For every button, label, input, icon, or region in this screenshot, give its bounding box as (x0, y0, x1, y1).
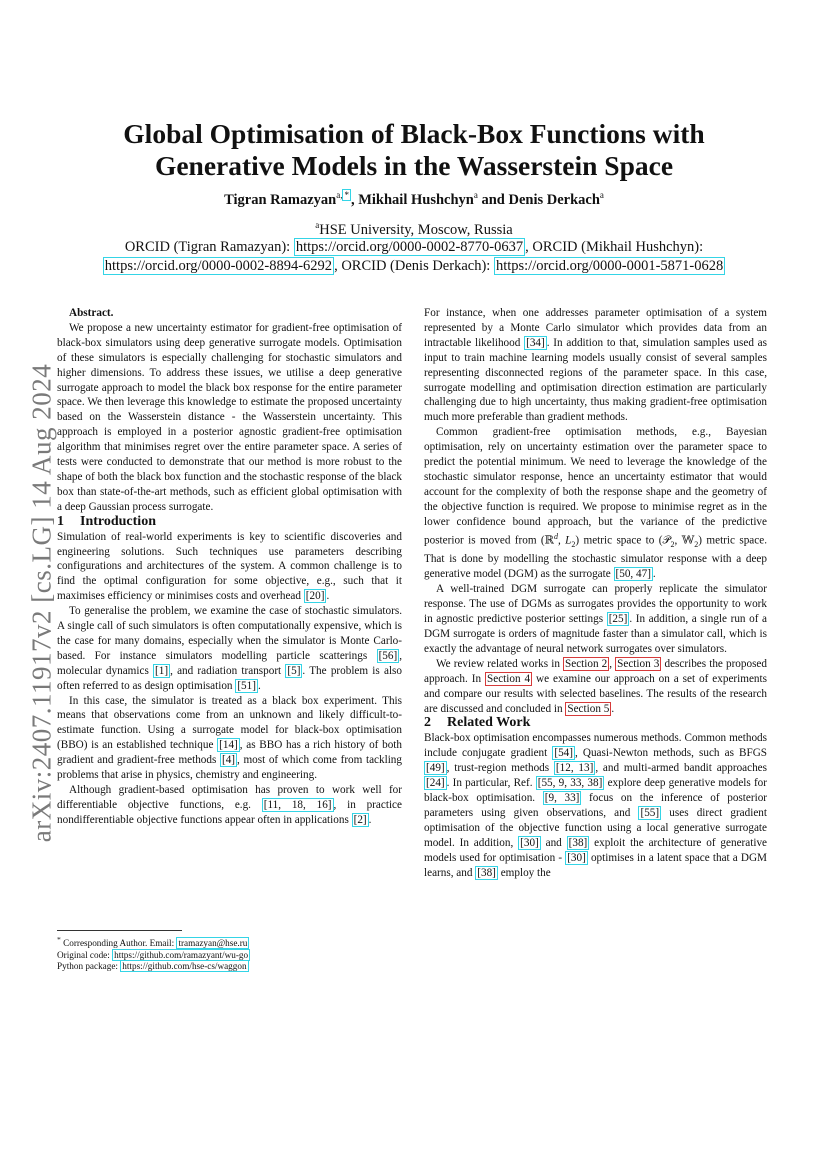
citation-link[interactable]: [50, 47] (615, 568, 651, 581)
text-run: . In addition to that, simulation samples used as input to train machine learning models usually consist of several samples representing disconnected regions of the parameter space. In this case, surrogate modelling and optimisation direction estimation are particularly challenging due to high uncertainty, thus making gradient-free optimisation much more preferable than gradient methods. (424, 336, 767, 424)
section-link[interactable]: Section 2 (565, 657, 608, 670)
citation-link[interactable]: [38] (568, 836, 588, 849)
related-paragraph-1 (424, 731, 767, 880)
citation-link[interactable]: [54] (554, 747, 573, 760)
section-link[interactable]: Section 5 (567, 702, 610, 715)
orcid-label-1: ORCID (Tigran Ramazyan): (124, 239, 294, 255)
text-run: explore deep generative models for black-box optimisation. (424, 777, 767, 804)
math-subscript: 2 (670, 539, 675, 549)
citation-link[interactable]: [34] (526, 336, 545, 349)
citation-link[interactable]: [5] (287, 664, 301, 677)
right-paragraph-2 (424, 425, 767, 582)
orcid-link-1[interactable]: https://orcid.org/0000-0002-8770-0637 (295, 239, 524, 255)
footnote-label: Original code: (57, 949, 113, 960)
citation-link[interactable]: [30] (520, 836, 539, 849)
citation-link[interactable]: [11, 18, 16] (263, 798, 332, 811)
author-3-affil: a (599, 190, 604, 200)
citation-link[interactable]: [14] (219, 739, 238, 752)
text-run: , (609, 657, 616, 670)
author-2-affil: a (473, 190, 478, 200)
right-paragraph-3 (424, 582, 767, 657)
text-run: . The problem is also often referred to as design optimisation (57, 664, 402, 692)
orcid-link-3[interactable]: https://orcid.org/0000-0001-5871-0628 (495, 257, 724, 274)
text-run: . (652, 568, 656, 581)
text-run: employ the (497, 866, 551, 879)
footnote-marker: * (57, 935, 61, 944)
code-link[interactable]: https://github.com/ramazyant/wu-go (114, 949, 249, 960)
author-2: , Mikhail Hushchyn (350, 191, 474, 208)
citation-link[interactable]: [9, 33] (544, 791, 580, 804)
paper-title (60, 118, 768, 182)
text-run: focus on the inference of posterior parameters using given observations, and (424, 791, 768, 819)
text-run: . In addition, a single run of a DGM surrogate is orders of magnitude faster than a simulator call, which is exactly the advantage of neural network surrogates over simulators. (424, 613, 768, 655)
text-run: Common gradient-free optimisation methods, e.g., Bayesian optimisation, rely on uncertainty estimation over the parameter space to predict the potential minimum. We need to leverage the knowledge of the stochastic simulator response, hence an uncertainty estimator that would account for the complexity of both the response shape and the geometry of the objective function is required. We propose to minimise regret as in the lower confidence bound approach, but the variance of the predictive posterior is moved from ( (424, 426, 767, 547)
math-superscript: d (553, 531, 558, 541)
text-run: . (611, 702, 615, 715)
math-symbol: , 𝕎 (674, 534, 695, 547)
text-run: . (257, 679, 261, 692)
math-subscript: 2 (571, 539, 576, 549)
affiliation-text: HSE University, Moscow, Russia (319, 221, 513, 238)
abstract-text: We propose a new uncertainty estimator for gradient-free optimisation of black-box simulators using deep generative surrogate models. Optimisation of these simulators is especially challenging for stochastic simulators and higher dimensions. To address these issues, we utilise a deep generative surrogate approach to model the black box response for the entire parameter space. We then leverage this knowledge to estimate the proposed uncertainty based on the Wasserstein distance - the Wasserstein uncertainty. This approach is employed in a posterior agnostic gradient-free optimisation algorithm that minimises regret over the entire parameter space. A series of tests were conducted to demonstrate that our method is more robust to the shape of both the black box function and the stochastic response of the black box than state-of-the-art methods, such as efficient global optimisation with a deep Gaussian process surrogate. (57, 321, 402, 513)
section-2-title: Related Work (447, 715, 531, 731)
package-link[interactable]: https://github.com/hse-cs/waggon (122, 961, 247, 972)
text-run: Simulation of real-world experiments is key to scientific discoveries and engineering solutions. Such techniques use parameters describing configurations and architectures of the system. A common challenge is to find the optimal configuration for some objective, e.g., such that it maximises efficiency or minimises costs and overhead (57, 530, 402, 603)
text-run: optimises in a latent space that a DGM learns, and (424, 851, 767, 879)
orcid-label-3: , ORCID (Denis Derkach): (334, 257, 494, 274)
section-link[interactable]: Section 3 (617, 657, 660, 670)
text-run: we examine our approach on a set of experiments and compare our results with selected baselines. The results of the research are discussed and concluded in (424, 672, 767, 715)
orcid-block (60, 238, 768, 275)
text-run: ) metric space to ( (575, 534, 663, 547)
citation-link[interactable]: [24] (426, 777, 445, 790)
author-1-affil: a, (336, 190, 343, 200)
math-symbol: , L (557, 534, 572, 547)
text-run: uses direct gradient optimisation of the objective function using a local generative surrogate model. In addition, (424, 806, 767, 849)
text-run: For instance, when one addresses parameter optimisation of a system represented by a Monte Carlo simulator which provides data from an intractable likelihood (424, 307, 767, 349)
author-1-footnote-link[interactable]: * (344, 190, 349, 200)
text-run: . (368, 813, 372, 826)
right-paragraph-4 (424, 657, 767, 717)
email-link[interactable]: tramazyan@hse.ru (178, 938, 248, 949)
section-1-number: 1 (57, 513, 64, 529)
math-symbol: ℝ (544, 534, 554, 547)
text-run: ) metric space. That is done by modelling the stochastic simulator response with a deep generative model (DGM) as the surrogate (424, 534, 767, 581)
math-subscript: 2 (694, 539, 699, 549)
text-run: , and radiation transport (170, 664, 286, 677)
citation-link[interactable]: [2] (353, 813, 367, 826)
text-run: Black-box optimisation encompasses numerous methods. Common methods include conjugate gradient (424, 732, 767, 760)
author-1: Tigran Ramazyan (224, 191, 337, 208)
citation-link[interactable]: [38] (477, 866, 496, 879)
text-run: , Quasi-Newton methods, such as BFGS (574, 747, 767, 760)
citation-link[interactable]: [56] (378, 649, 398, 662)
title-line-1: Global Optimisation of Black-Box Functions with (123, 118, 705, 149)
text-run: , and multi-armed bandit approaches (595, 762, 768, 775)
text-run: To generalise the problem, we examine the case of stochastic simulators. A single call of such simulators is often computationally expensive, which is the case for many domains, especially when the simulator is Monte Carlo-based. For instance simulators modelling particle scatterings (57, 605, 402, 662)
citation-link[interactable]: [20] (305, 590, 325, 603)
text-run: . In particular, Ref. (446, 777, 536, 790)
left-column (57, 306, 402, 828)
intro-paragraph-3 (57, 694, 402, 783)
affiliation-marker: a (315, 220, 320, 230)
footnote-rule (57, 930, 182, 931)
arxiv-id: arXiv:2407.11917v2 [cs.LG] 14 Aug 2024 (26, 363, 57, 842)
text-run: A well-trained DGM surrogate can properly replicate the simulator response. The use of DGMs as surrogates provides the opportunity to work in agnostic predictive posterior settings (424, 583, 767, 626)
intro-paragraph-4 (57, 783, 402, 828)
text-run: exploit the architecture of generative models used for optimisation - (424, 836, 768, 864)
section-2-number: 2 (424, 715, 431, 731)
section-1-title: Introduction (80, 513, 156, 529)
intro-paragraph-1 (57, 530, 402, 605)
text-run: . (326, 590, 330, 603)
text-run: describes the proposed approach. In (424, 657, 767, 685)
text-run: and (540, 836, 567, 849)
citation-link[interactable]: [1] (155, 664, 169, 677)
abstract-heading: Abstract. (69, 307, 114, 319)
citation-link[interactable]: [12, 13] (555, 762, 594, 775)
footnote-corresponding (57, 934, 402, 950)
right-paragraph-1 (424, 306, 767, 425)
author-3: and Denis Derkach (477, 191, 600, 208)
section-1-heading (57, 515, 402, 530)
section-link[interactable]: Section 4 (487, 672, 531, 685)
title-line-2: Generative Models in the Wasserstein Space (154, 150, 674, 181)
text-run: , in practice nondifferentiable objective functions appear often in applications (57, 798, 402, 826)
math-symbol: 𝒫 (662, 534, 671, 547)
intro-paragraph-2 (57, 604, 402, 693)
citation-link[interactable]: [55] (640, 806, 660, 819)
footnote-label: Corresponding Author. Email: (60, 938, 177, 949)
footnotes (57, 930, 402, 973)
citation-link[interactable]: [30] (567, 851, 586, 864)
text-run: , most of which come from tackling problems that arise in physics, chemistry and engineering. (57, 754, 402, 782)
affiliation (60, 220, 768, 239)
text-run: Although gradient-based optimisation has proven to work well for differentiable objective functions, e.g. (57, 784, 402, 811)
text-run: , as BBO has a rich history of both gradient and gradient-free methods (57, 739, 402, 767)
text-run: In this case, the simulator is treated as a black box experiment. This means that observations come from an unknown and likely difficult-to-estimate function. Using a surrogate model for black-box optimisation (BBO) is an established technique (57, 694, 402, 752)
footnote-package (57, 961, 402, 973)
text-run: We review related works in (436, 657, 564, 670)
author-list (60, 190, 768, 209)
text-run: , trust-region methods (446, 762, 554, 775)
section-2-heading (424, 716, 767, 731)
orcid-label-2: , ORCID (Mikhail Hushchyn): (525, 239, 704, 255)
right-column (424, 306, 767, 880)
text-run: , molecular dynamics (57, 649, 402, 677)
orcid-link-2[interactable]: https://orcid.org/0000-0002-8894-6292 (104, 257, 333, 274)
footnote-label: Python package: (57, 961, 121, 972)
citation-link[interactable]: [4] (221, 754, 236, 767)
citation-link[interactable]: [55, 9, 33, 38] (537, 777, 603, 790)
citation-link[interactable]: [49] (426, 762, 445, 775)
citation-link[interactable]: [51] (237, 679, 256, 692)
citation-link[interactable]: [25] (608, 613, 628, 626)
